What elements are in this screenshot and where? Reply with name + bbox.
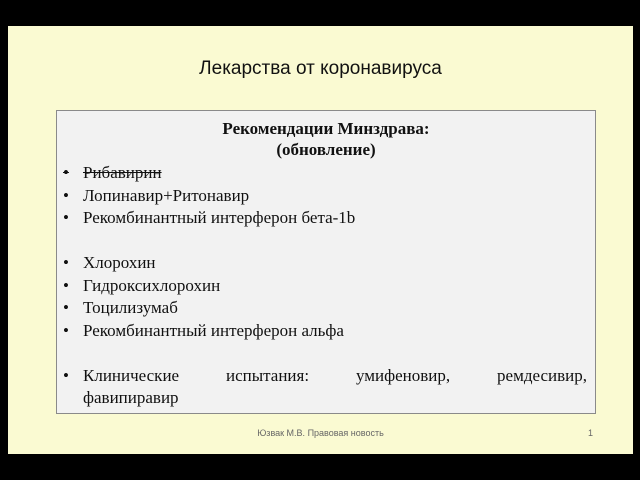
list-item: [63, 185, 587, 208]
list-item-text: Рибавирин: [83, 163, 162, 182]
bullet-icon: •: [63, 163, 69, 182]
box-heading-line1: Рекомендации Минздрава:: [222, 119, 430, 138]
list-item-text: Рекомбинантный интерферон бета-1b: [83, 208, 356, 227]
slide-footer: Юзвак М.В. Правовая новость: [257, 428, 384, 438]
box-heading-line2: (обновление): [276, 140, 376, 159]
list-spacer: [63, 342, 587, 365]
list-item-text: Хлорохин: [83, 253, 156, 272]
list-item: [63, 162, 587, 185]
trials-line2: фавипиравир: [83, 388, 179, 407]
bullet-icon: •: [63, 365, 69, 385]
list-item: [63, 207, 587, 230]
list-item-text: Тоцилизумаб: [83, 298, 178, 317]
bullet-icon: •: [63, 275, 69, 295]
page-number: 1: [588, 428, 594, 438]
bullet-icon: •: [63, 320, 69, 340]
slide-title: Лекарства от коронавируса: [199, 58, 442, 79]
list-item: [63, 252, 587, 275]
list-item: [63, 365, 587, 410]
recommendations-box: [56, 110, 596, 414]
trials-line1: Клинические испытания: умифеновир, ремдесивир,: [83, 365, 587, 385]
list-spacer: [63, 230, 587, 253]
drug-list: [57, 162, 595, 410]
bullet-icon: •: [63, 185, 69, 205]
list-item-text: Рекомбинантный интерферон альфа: [83, 320, 344, 340]
bullet-icon: •: [63, 253, 69, 272]
slide: [8, 26, 633, 454]
list-item-text: [83, 365, 587, 410]
list-item-text: Гидроксихлорохин: [83, 275, 221, 295]
bullet-icon: •: [63, 298, 69, 317]
list-item-text: Лопинавир+Ритонавир: [83, 185, 250, 205]
list-item: [63, 275, 587, 298]
list-item: [63, 297, 587, 320]
box-heading: [57, 118, 595, 160]
list-item: [63, 320, 587, 343]
bullet-icon: •: [63, 208, 69, 227]
